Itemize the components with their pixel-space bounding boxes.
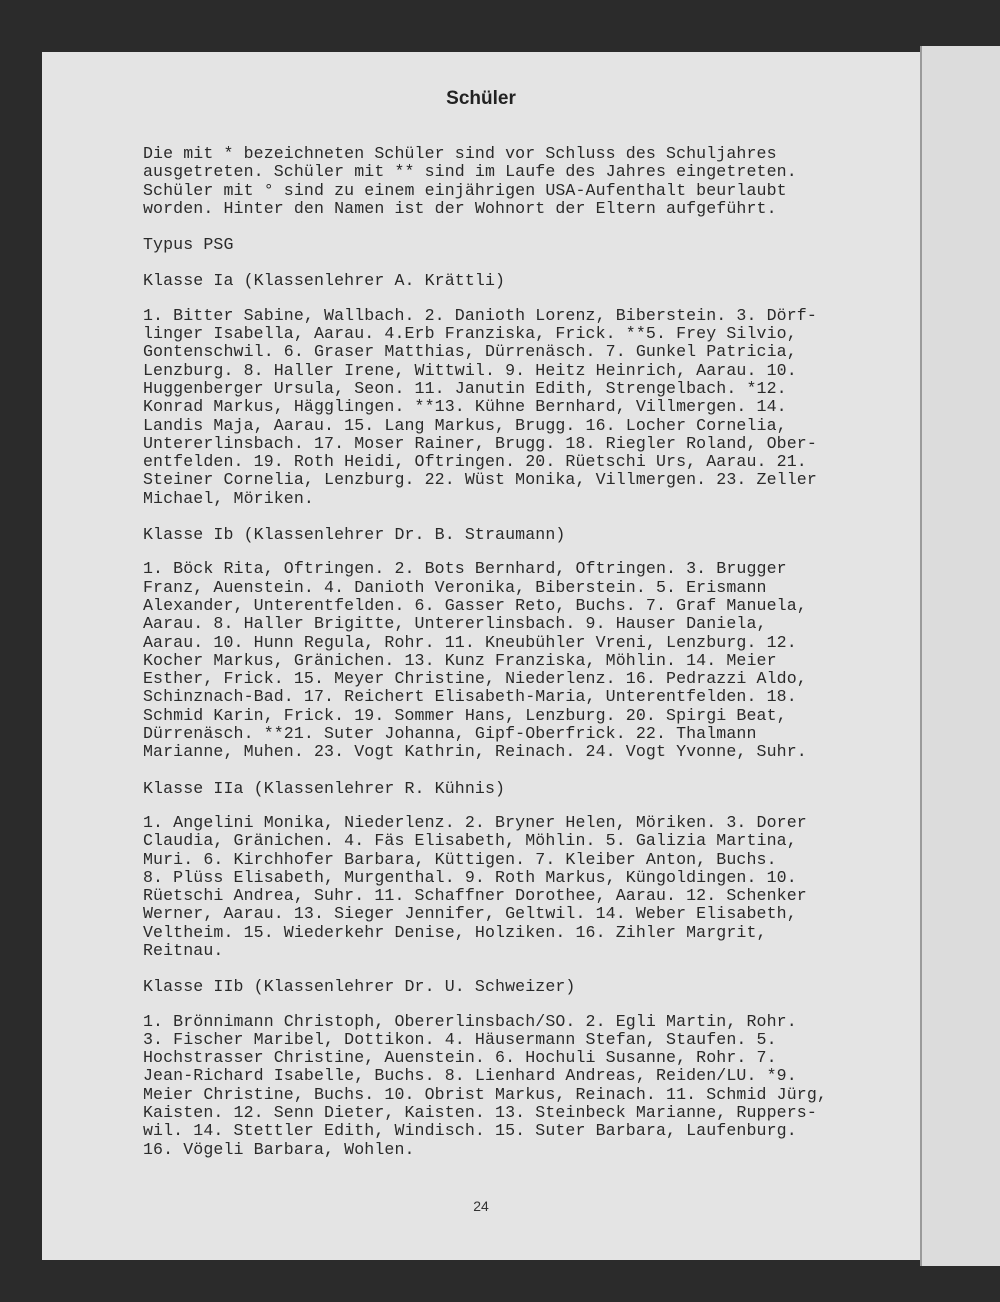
- text-line: Dürrenäsch. **21. Suter Johanna, Gipf-Oberfrick. 22. Thalmann: [143, 724, 757, 744]
- text-line: Untererlinsbach. 17. Moser Rainer, Brugg. 18. Riegler Roland, Ober-: [143, 433, 817, 453]
- text-line: Marianne, Muhen. 23. Vogt Kathrin, Reinach. 24. Vogt Yvonne, Suhr.: [143, 742, 807, 762]
- text-line: Lenzburg. 8. Haller Irene, Wittwil. 9. Heitz Heinrich, Aarau. 10.: [143, 360, 797, 380]
- class-heading: Klasse Ia (Klassenlehrer A. Krättli): [143, 271, 506, 291]
- text-line: Aarau. 8. Haller Brigitte, Untererlinsbach. 9. Hauser Daniela,: [143, 614, 767, 634]
- intro-paragraph: [143, 145, 913, 218]
- text-line: Schüler mit ° sind zu einem einjährigen USA-Aufenthalt beurlaubt: [143, 180, 787, 200]
- text-line: Schmid Karin, Frick. 19. Sommer Hans, Lenzburg. 20. Spirgi Beat,: [143, 705, 787, 725]
- text-line: 1. Angelini Monika, Niederlenz. 2. Bryner Helen, Möriken. 3. Dorer: [143, 812, 807, 832]
- student-list: [143, 1013, 913, 1159]
- text-line: Landis Maja, Aarau. 15. Lang Markus, Brugg. 16. Locher Cornelia,: [143, 415, 787, 435]
- text-line: Werner, Aarau. 13. Sieger Jennifer, Geltwil. 14. Weber Elisabeth,: [143, 904, 797, 924]
- text-line: Meier Christine, Buchs. 10. Obrist Markus, Reinach. 11. Schmid Jürg,: [143, 1084, 827, 1104]
- page-number: 24: [473, 1198, 489, 1214]
- text-line: Kaisten. 12. Senn Dieter, Kaisten. 13. Steinbeck Marianne, Ruppers-: [143, 1103, 817, 1123]
- text-line: Gontenschwil. 6. Graser Matthias, Dürrenäsch. 7. Gunkel Patricia,: [143, 342, 797, 362]
- text-line: Kocher Markus, Gränichen. 13. Kunz Franziska, Möhlin. 14. Meier: [143, 650, 777, 670]
- text-line: Die mit * bezeichneten Schüler sind vor Schluss des Schuljahres: [143, 144, 777, 163]
- text-line: Huggenberger Ursula, Seon. 11. Janutin Edith, Strengelbach. *12.: [143, 378, 787, 398]
- text-line: Veltheim. 15. Wiederkehr Denise, Holziken. 16. Zihler Margrit,: [143, 922, 767, 942]
- text-line: Michael, Möriken.: [143, 488, 314, 508]
- class-heading: Klasse Ib (Klassenlehrer Dr. B. Straumann): [143, 525, 566, 545]
- student-list: [143, 814, 913, 960]
- text-line: Konrad Markus, Hägglingen. **13. Kühne Bernhard, Villmergen. 14.: [143, 397, 787, 417]
- text-line: 1. Bitter Sabine, Wallbach. 2. Danioth Lorenz, Biberstein. 3. Dörf-: [143, 305, 817, 325]
- text-line: Reitnau.: [143, 940, 224, 960]
- text-line: Steiner Cornelia, Lenzburg. 22. Wüst Monika, Villmergen. 23. Zeller: [143, 470, 817, 490]
- text-line: 1. Brönnimann Christoph, Obererlinsbach/SO. 2. Egli Martin, Rohr.: [143, 1011, 797, 1031]
- text-line: Muri. 6. Kirchhofer Barbara, Küttigen. 7. Kleiber Anton, Buchs.: [143, 849, 777, 869]
- text-line: Aarau. 10. Hunn Regula, Rohr. 11. Kneubühler Vreni, Lenzburg. 12.: [143, 632, 797, 652]
- text-line: worden. Hinter den Namen ist der Wohnort der Eltern aufgeführt.: [143, 198, 777, 218]
- student-list: [143, 560, 913, 761]
- text-line: 3. Fischer Maribel, Dottikon. 4. Häusermann Stefan, Staufen. 5.: [143, 1029, 777, 1049]
- page-title: Schüler: [446, 88, 516, 109]
- text-line: Schinznach-Bad. 17. Reichert Elisabeth-Maria, Unterentfelden. 18.: [143, 687, 797, 707]
- typus-heading: Typus PSG: [143, 235, 234, 255]
- text-line: 8. Plüss Elisabeth, Murgenthal. 9. Roth Markus, Küngoldingen. 10.: [143, 867, 797, 887]
- text-line: 1. Böck Rita, Oftringen. 2. Bots Bernhard, Oftringen. 3. Brugger: [143, 559, 787, 579]
- text-line: Franz, Auenstein. 4. Danioth Veronika, Biberstein. 5. Erismann: [143, 577, 767, 597]
- text-line: Hochstrasser Christine, Auenstein. 6. Hochuli Susanne, Rohr. 7.: [143, 1048, 777, 1068]
- text-line: Esther, Frick. 15. Meyer Christine, Niederlenz. 16. Pedrazzi Aldo,: [143, 669, 807, 689]
- text-line: linger Isabella, Aarau. 4.Erb Franziska, Frick. **5. Frey Silvio,: [143, 324, 797, 344]
- text-line: Claudia, Gränichen. 4. Fäs Elisabeth, Möhlin. 5. Galizia Martina,: [143, 831, 797, 851]
- text-line: Jean-Richard Isabelle, Buchs. 8. Lienhard Andreas, Reiden/LU. *9.: [143, 1066, 797, 1086]
- text-line: ausgetreten. Schüler mit ** sind im Laufe des Jahres eingetreten.: [143, 162, 797, 182]
- text-line: Alexander, Unterentfelden. 6. Gasser Reto, Buchs. 7. Graf Manuela,: [143, 595, 807, 615]
- page-body: [143, 145, 913, 1159]
- text-line: 16. Vögeli Barbara, Wohlen.: [143, 1139, 415, 1159]
- text-line: wil. 14. Stettler Edith, Windisch. 15. Suter Barbara, Laufenburg.: [143, 1121, 797, 1141]
- student-list: [143, 307, 913, 508]
- text-line: Rüetschi Andrea, Suhr. 11. Schaffner Dorothee, Aarau. 12. Schenker: [143, 886, 807, 906]
- adjacent-page-edge: [920, 46, 1000, 1266]
- class-heading: Klasse IIa (Klassenlehrer R. Kühnis): [143, 778, 506, 798]
- class-heading: Klasse IIb (Klassenlehrer Dr. U. Schweizer): [143, 977, 576, 997]
- text-line: entfelden. 19. Roth Heidi, Oftringen. 20. Rüetschi Urs, Aarau. 21.: [143, 452, 807, 472]
